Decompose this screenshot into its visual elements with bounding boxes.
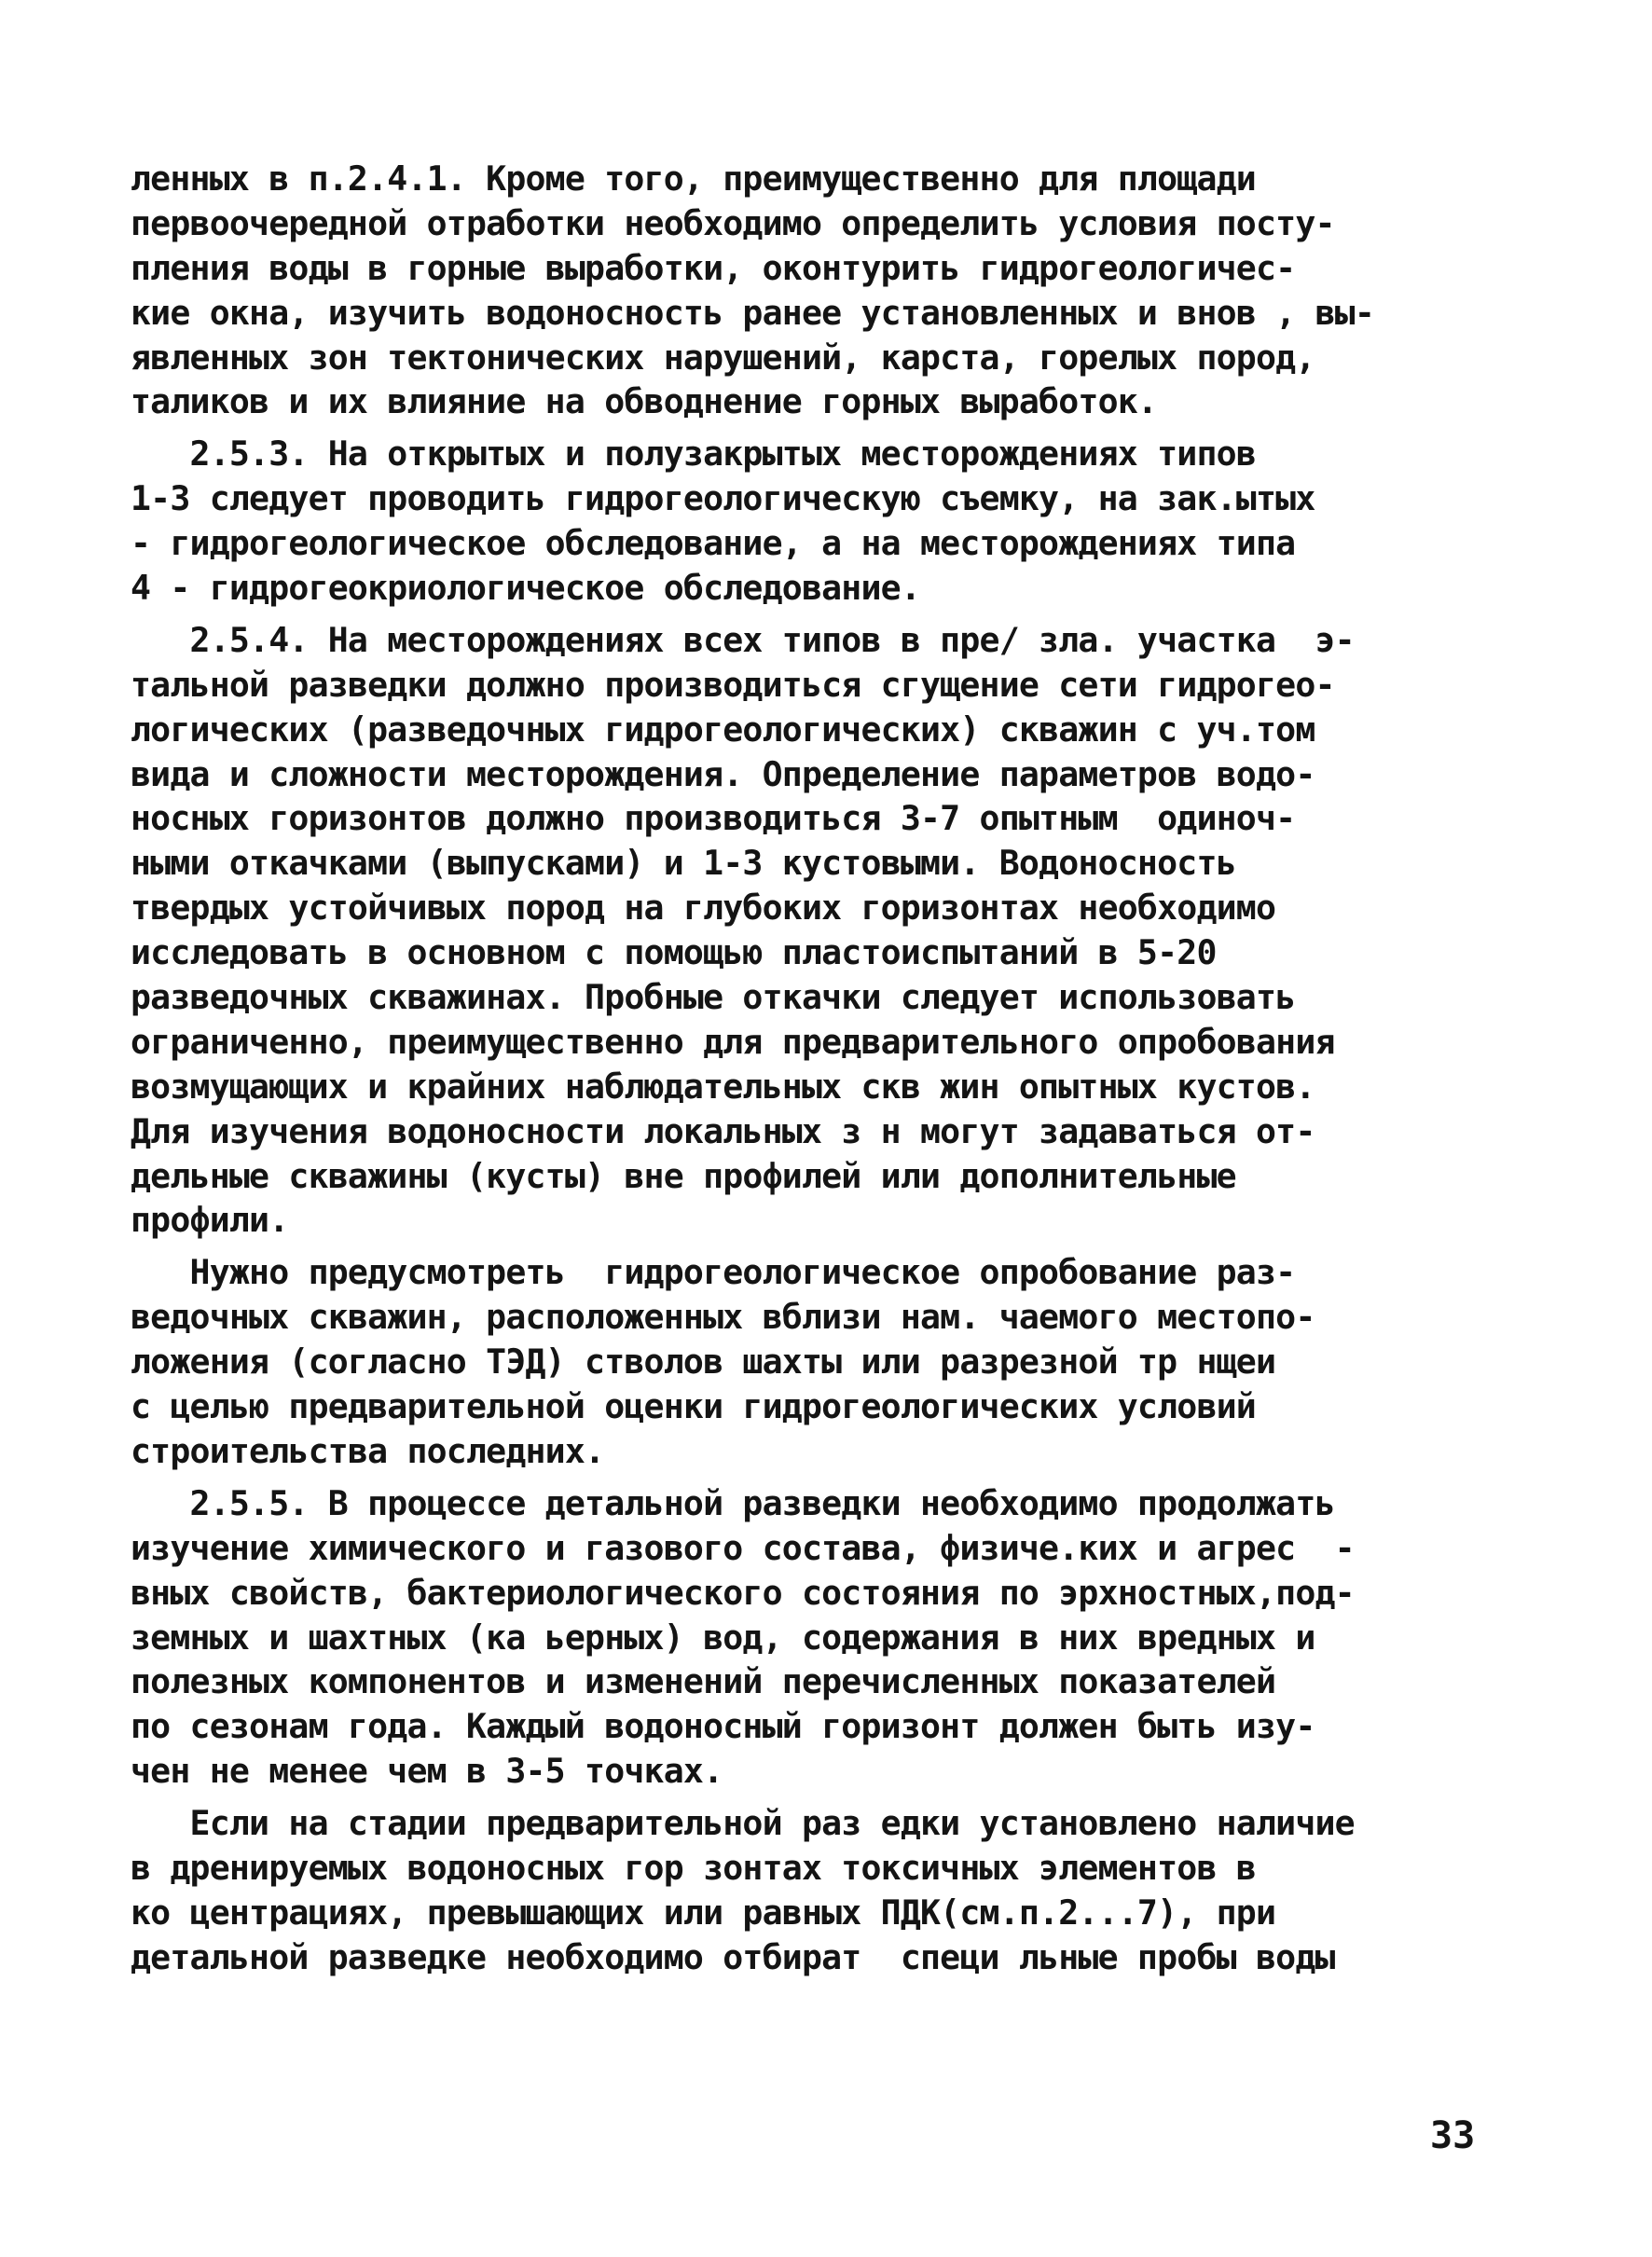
text-line: твердых устойчивых пород на глубоких горизонтах необходимо <box>131 888 1276 929</box>
paragraph <box>131 1801 1529 1980</box>
text-line: возмущающих и крайних наблюдательных скв жин опытных кустов. <box>131 1066 1315 1107</box>
text-line: 2.5.5. В процессе детальной разведки необходимо продолжать <box>131 1482 1335 1523</box>
text-line: логических (разведочных гидрогеологических) скважин с уч.том <box>131 709 1315 750</box>
text-line: исследовать в основном с помощью пластоиспытаний в 5-20 <box>131 932 1217 973</box>
paragraph <box>131 157 1529 424</box>
text-line: дельные скважины (кусты) вне профилей или дополнительные <box>131 1155 1236 1196</box>
text-line: чен не менее чем в 3-5 точках. <box>131 1751 723 1792</box>
body-text <box>131 157 1529 1980</box>
paragraph-gap <box>131 1474 1529 1481</box>
text-line: вных свойств, бактериологического состояния по эрхностных,под- <box>131 1572 1355 1613</box>
text-line: строительства последних. <box>131 1430 605 1471</box>
text-line: ными откачками (выпусками) и 1-3 кустовыми. Водоносность <box>131 843 1236 884</box>
text-line: - гидрогеологическое обследование, а на месторождениях типа <box>131 523 1296 564</box>
paragraph-gap <box>131 1794 1529 1801</box>
text-line: тальной разведки должно производиться сгущение сети гидрогео- <box>131 664 1335 705</box>
text-line: Если на стадии предварительной раз едки установлено наличие <box>131 1803 1355 1844</box>
text-line: разведочных скважинах. Пробные откачки следует использовать <box>131 977 1296 1018</box>
text-line: ведочных скважин, расположенных вблизи нам. чаемого местопо- <box>131 1297 1315 1338</box>
text-line: ограниченно, преимущественно для предварительного опробования <box>131 1021 1335 1062</box>
text-line: явленных зон тектонических нарушений, карста, горелых пород, <box>131 337 1315 378</box>
text-line: по сезонам года. Каждый водоносный горизонт должен быть изу- <box>131 1706 1315 1747</box>
paragraph-gap <box>131 1243 1529 1250</box>
text-line: 4 - гидрогеокриологическое обследование. <box>131 568 920 609</box>
text-line: ленных в п.2.4.1. Кроме того, преимущественно для площади <box>131 158 1256 199</box>
paragraph <box>131 618 1529 1243</box>
text-line: 1-3 следует проводить гидрогеологическую съемку, на зак.ытых <box>131 478 1315 519</box>
text-line: пления воды в горные выработки, оконтурить гидрогеологичес- <box>131 247 1296 288</box>
paragraph-gap <box>131 611 1529 618</box>
page-number: 33 <box>1430 2114 1476 2157</box>
text-line: в дренируемых водоносных гор зонтах токсичных элементов в <box>131 1847 1256 1888</box>
text-line: 2.5.4. На месторождениях всех типов в пре/ зла. участка э- <box>131 619 1355 660</box>
text-line: вида и сложности месторождения. Определение параметров водо- <box>131 753 1315 794</box>
text-line: с целью предварительной оценки гидрогеологических условий <box>131 1386 1256 1427</box>
text-line: кие окна, изучить водоносность ранее установленных и внов , вы- <box>131 292 1375 333</box>
text-line: изучение химического и газового состава, физиче.ких и агрес - <box>131 1527 1355 1568</box>
paragraph <box>131 1481 1529 1794</box>
paragraph <box>131 1250 1529 1473</box>
text-line: полезных компонентов и изменений перечисленных показателей <box>131 1661 1276 1702</box>
text-line: детальной разведке необходимо отбират специ льные пробы воды <box>131 1936 1335 1977</box>
text-line: земных и шахтных (ка ьерных) вод, содержания в них вредных и <box>131 1617 1315 1658</box>
text-line: носных горизонтов должно производиться 3-7 опытным одиноч- <box>131 798 1296 839</box>
text-line: Нужно предусмотреть гидрогеологическое опробование раз- <box>131 1252 1296 1293</box>
text-line: профили. <box>131 1200 289 1241</box>
text-line: первоочередной отработки необходимо определить условия посту- <box>131 202 1335 243</box>
paragraph <box>131 432 1529 611</box>
text-line: ко центрациях, превышающих или равных ПДК(см.п.2...7), при <box>131 1892 1276 1933</box>
text-line: Для изучения водоносности локальных з н могут задаваться от- <box>131 1110 1315 1151</box>
text-line: ложения (согласно ТЭД) стволов шахты или разрезной тр нщеи <box>131 1342 1276 1383</box>
text-line: 2.5.3. На открытых и полузакрытых месторождениях типов <box>131 434 1256 475</box>
paragraph-gap <box>131 424 1529 432</box>
text-line: таликов и их влияние на обводнение горных выработок. <box>131 381 1158 422</box>
